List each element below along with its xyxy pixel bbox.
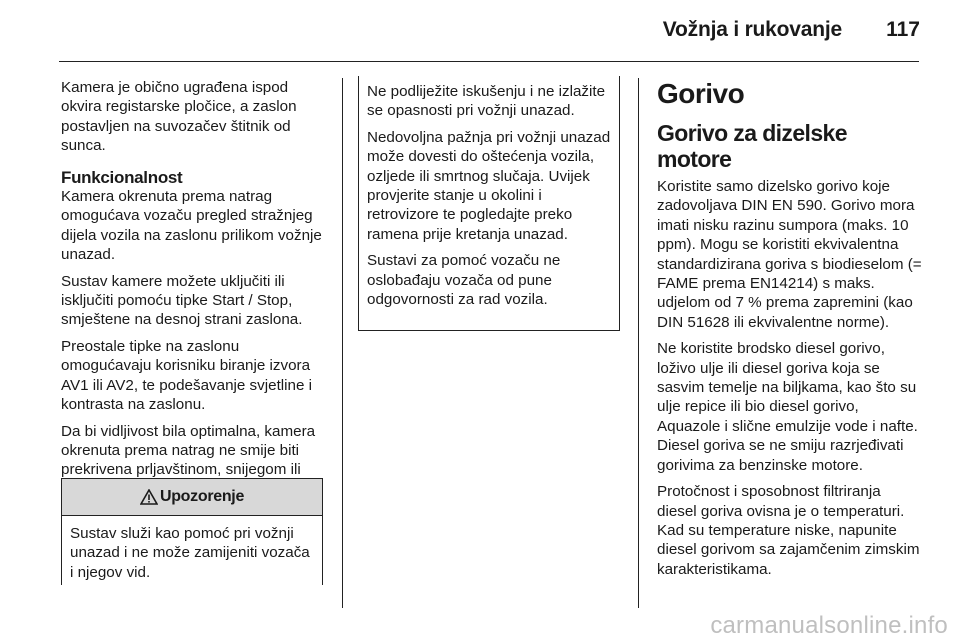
warning-title: Upozorenje <box>159 488 245 505</box>
warning-box <box>61 478 323 585</box>
warning-para-1: Ne podliježite iskušenju i ne izlažite se opasnosti pri vožnji unazad. <box>367 83 606 120</box>
watermark: carmanualsonline.info <box>710 612 948 639</box>
paragraph-buttons: Preostale tipke na zaslonu omogućavaju korisniku biranje izvora AV1 ili AV2, te podešavanje svjetline i kontrasta na zaslonu. <box>61 337 313 414</box>
paragraph-visibility: Da bi vidljivost bila optimalna, kamera okrenuta prema natrag ne smije biti prekrivena prljavštinom, snijegom ili <box>61 422 316 479</box>
fuel-title: Gorivo <box>657 78 745 109</box>
functionality-heading: Funkcionalnost <box>61 167 183 187</box>
warning-triangle-icon <box>140 489 158 505</box>
page-number: 117 <box>886 18 920 41</box>
header-rule <box>59 61 919 62</box>
paragraph-diesel-temperature: Protočnost i sposobnost filtriranja diesel goriva ovisna je o temperaturi. Kad su temperature niske, napunite diesel gorivom sa zajamčenim zimskim karakteristikama. <box>657 483 920 578</box>
warning-para-3: Sustavi za pomoć vozaču ne oslobađaju vozača od pune odgovornosti za rad vozila. <box>367 252 561 309</box>
warning-text: Sustav služi kao pomoć pri vožnji unazad i ne može zamijeniti vozača i njegov vid. <box>70 525 310 581</box>
column-divider-left <box>342 78 343 608</box>
warning-header <box>62 479 322 516</box>
paragraph-diesel-forbidden: Ne koristite brodsko diesel gorivo, loživo ulje ili diesel goriva koja se sasvim temelje na biljkama, kao što su ulje repice ili bio diesel gorivo, Aquazole i slične emulzije vode i nafte. Diesel goriva se ne smiju razrjeđivati gorivima za benzinske motore. <box>657 340 918 474</box>
paragraph-start-stop: Sustav kamere možete uključiti ili isključiti pomoću tipke Start / Stop, smještene na desnoj strani zaslona. <box>61 272 303 329</box>
paragraph-diesel-standard: Koristite samo dizelsko gorivo koje zadovoljava DIN EN 590. Gorivo mora imati nisku razinu sumpora (maks. 10 ppm). Mogu se koristiti ekvivalentna standardizirana goriva s biodieselom (= FAME prema EN14214) s maks. udjelom od 7 % prema zapremini (kao DIN 51628 ili ekvivalentne norme). <box>657 178 922 331</box>
column-right <box>657 78 923 586</box>
paragraph-camera: Kamera okrenuta prema natrag omogućava vozaču pregled stražnjeg dijela vozila na zaslonu prilikom vožnje unazad. <box>61 188 322 264</box>
page-header <box>0 0 960 62</box>
column-divider-right <box>638 78 639 608</box>
intro-paragraph: Kamera je obično ugrađena ispod okvira registarske pločice, a zaslon postavljen na suvozačev štitnik od sunca. <box>61 79 297 155</box>
column-left <box>61 78 327 506</box>
warning-continuation-box <box>358 76 620 331</box>
diesel-fuel-subtitle: Gorivo za dizelske motore <box>657 120 847 172</box>
section-title: Vožnja i rukovanje <box>662 18 842 41</box>
warning-para-2: Nedovoljna pažnja pri vožnji unazad može dovesti do oštećenja vozila, ozljede ili smrtnog slučaja. Uvijek provjerite stanje u okolini i retrovizore te pogledajte preko ramena prije kretanja unazad. <box>367 128 611 243</box>
